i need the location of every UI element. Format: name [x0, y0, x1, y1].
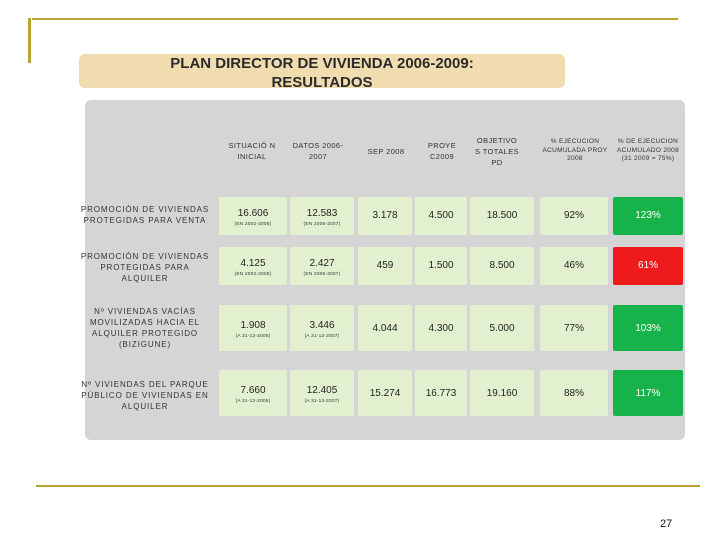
cell-pct-proy: [540, 247, 608, 285]
cell-objetivos: [470, 370, 534, 416]
cell-value: 16.606: [237, 208, 269, 219]
header-pct-ejecucion-acumulado: % DE EJECUCION ACUMULADO 2008 (31 2009 = 75%): [617, 138, 679, 163]
cell-value: 5.000: [489, 323, 515, 334]
cell-situacion-inicial: [219, 197, 287, 235]
header-objetivos-totales: OBJETIVO S TOTALES PD: [474, 135, 520, 167]
cell-note: (EN 2006-2007): [303, 222, 341, 227]
cell-pct-acumulado: [613, 197, 683, 235]
header-pct-ejecucion-proy: % EJECUCION ACUMULADA PROY 2008: [542, 138, 608, 163]
cell-sep-2008: [358, 197, 412, 235]
cell-value: 8.500: [489, 260, 515, 271]
cell-datos-2006-2007: [290, 370, 354, 416]
cell-value: 61%: [637, 260, 658, 271]
cell-value: 1.908: [240, 320, 266, 331]
cell-note: (EN 2002-2005): [234, 272, 272, 277]
cell-value: 77%: [563, 323, 584, 334]
cell-situacion-inicial: [219, 247, 287, 285]
cell-situacion-inicial: [219, 370, 287, 416]
cell-pct-proy: [540, 305, 608, 351]
cell-objetivos: [470, 305, 534, 351]
cell-sep-2008: [358, 305, 412, 351]
cell-value: 46%: [563, 260, 584, 271]
bottom-rule: [36, 485, 700, 487]
row-label-venta: PROMOCIÓN DE VIVIENDAS PROTEGIDAS PARA VENTA: [80, 205, 210, 225]
cell-proyeccion-2009: [415, 305, 467, 351]
header-proyeccion-2009: PROYE C2009: [427, 141, 457, 161]
cell-value: 103%: [635, 323, 661, 334]
row-label-alquiler: PROMOCIÓN DE VIVIENDAS PROTEGIDAS PARA ALQUILER: [80, 251, 210, 283]
cell-value: 4.044: [372, 323, 398, 334]
cell-note: (EN 2006-2007): [303, 272, 341, 277]
cell-value: 16.773: [425, 388, 457, 399]
cell-value: 88%: [563, 388, 584, 399]
top-rule: [32, 18, 678, 20]
header-situacion-inicial: SITUACIÓ N INICIAL: [228, 141, 276, 161]
title-box: [79, 54, 565, 91]
cell-pct-acumulado: [613, 370, 683, 416]
cell-datos-2006-2007: [290, 305, 354, 351]
cell-value: 4.500: [428, 210, 454, 221]
cell-value: 117%: [635, 388, 661, 399]
cell-value: 4.125: [240, 258, 266, 269]
cell-value: 18.500: [486, 210, 518, 221]
cell-value: 3.446: [309, 320, 335, 331]
cell-datos-2006-2007: [290, 197, 354, 235]
cell-value: 2.427: [309, 258, 335, 269]
row-label-bizigune: Nº VIVIENDAS VACÍAS MOVILIZADAS HACIA EL ALQUILER PROTEGIDO (BIZIGUNE): [89, 307, 201, 349]
cell-note: (A 31-12-2005): [235, 399, 271, 404]
cell-note: (EN 2002-2005): [234, 222, 272, 227]
cell-note: (A 31-12-2007): [304, 334, 340, 339]
cell-proyeccion-2009: [415, 197, 467, 235]
cell-note: (A 31-12-2007): [304, 399, 340, 404]
cell-value: 15.274: [369, 388, 401, 399]
header-datos-2006-2007: DATOS 2006-2007: [292, 141, 344, 161]
row-label-parque-publico: Nº VIVIENDAS DEL PARQUE PÚBLICO DE VIVIENDAS EN ALQUILER: [81, 379, 209, 411]
cell-note: (A 31-12-2005): [235, 334, 271, 339]
cell-pct-proy: [540, 197, 608, 235]
left-rule: [28, 18, 31, 63]
cell-pct-acumulado: [613, 305, 683, 351]
cell-sep-2008: [358, 370, 412, 416]
cell-objetivos: [470, 197, 534, 235]
page-number: 27: [660, 518, 673, 530]
cell-value: 92%: [563, 210, 584, 221]
cell-pct-proy: [540, 370, 608, 416]
cell-value: 12.405: [306, 385, 338, 396]
cell-value: 19.160: [486, 388, 518, 399]
cell-situacion-inicial: [219, 305, 287, 351]
cell-value: 12.583: [306, 208, 338, 219]
cell-pct-acumulado: [613, 247, 683, 285]
title-line-2: RESULTADOS: [271, 74, 373, 91]
cell-proyeccion-2009: [415, 247, 467, 285]
cell-value: 7.660: [240, 385, 266, 396]
title-line-1: PLAN DIRECTOR DE VIVIENDA 2006-2009:: [170, 55, 474, 72]
cell-value: 1.500: [428, 260, 454, 271]
cell-value: 459: [376, 260, 394, 271]
cell-value: 3.178: [372, 210, 398, 221]
cell-value: 4.300: [428, 323, 454, 334]
cell-proyeccion-2009: [415, 370, 467, 416]
header-sep-2008: SEP 2008: [367, 146, 405, 156]
cell-sep-2008: [358, 247, 412, 285]
cell-value: 123%: [635, 210, 661, 221]
cell-datos-2006-2007: [290, 247, 354, 285]
cell-objetivos: [470, 247, 534, 285]
